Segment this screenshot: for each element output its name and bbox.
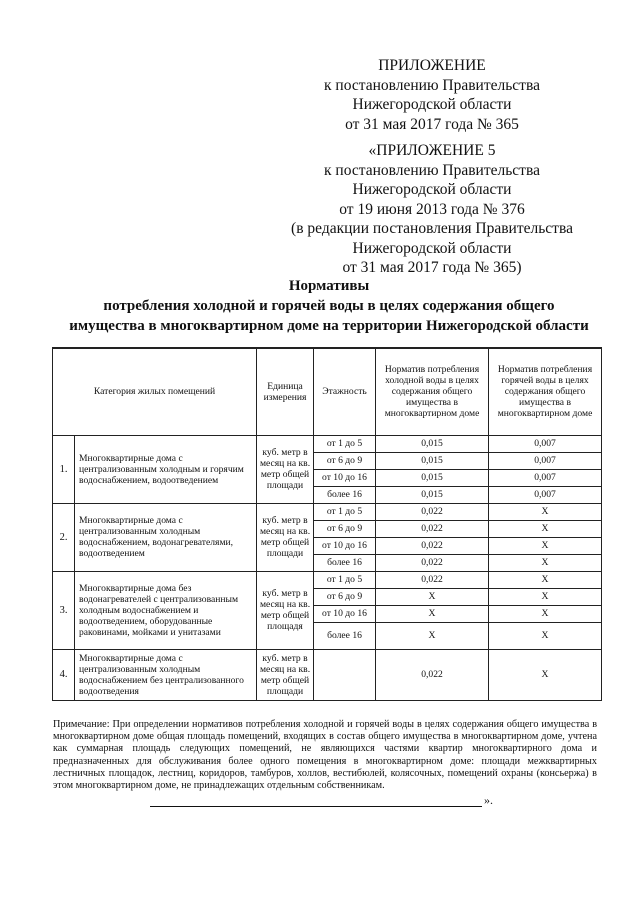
- cell-hot: X: [489, 503, 602, 520]
- cell-floors: более 16: [314, 622, 376, 649]
- cell-hot: X: [489, 571, 602, 588]
- cell-hot: X: [489, 605, 602, 622]
- cell-cold: 0,022: [376, 571, 489, 588]
- row-category: Многоквартирные дома с централизованным холодным и горячим водоснабжением, водоотведением: [75, 435, 257, 503]
- table-header-row: [53, 348, 602, 435]
- appendix5-line: от 19 июня 2013 года № 376: [339, 200, 525, 218]
- table-row: [53, 435, 602, 452]
- title-line: имущества в многоквартирном доме на территории Нижегородской области: [69, 318, 589, 334]
- appendix5-line: «ПРИЛОЖЕНИЕ 5: [368, 142, 496, 159]
- cell-cold: 0,022: [376, 537, 489, 554]
- row-category: Многоквартирные дома с централизованным холодным водоснабжением без централизованного водоотведения: [75, 649, 257, 700]
- table-row: [53, 571, 602, 588]
- appendix5-line: (в редакции постановления Правительства: [291, 220, 573, 237]
- appendix-line: Нижегородской области: [352, 96, 512, 113]
- appendix-line: ПРИЛОЖЕНИЕ: [378, 57, 486, 74]
- cell-cold: 0,022: [376, 503, 489, 520]
- row-number: 4.: [53, 649, 75, 700]
- header-category: Категория жилых помещений: [53, 348, 257, 435]
- cell-hot: 0,007: [489, 469, 602, 486]
- cell-floors: [314, 649, 376, 700]
- cell-cold: X: [376, 605, 489, 622]
- cell-hot: X: [489, 537, 602, 554]
- document-title: [40, 276, 618, 336]
- cell-floors: от 1 до 5: [314, 503, 376, 520]
- cell-floors: от 6 до 9: [314, 588, 376, 605]
- row-unit: куб. метр в месяц на кв. метр общей площади: [257, 649, 314, 700]
- footnote: [53, 719, 597, 792]
- row-number: 3.: [53, 571, 75, 649]
- appendix5-line: от 31 мая 2017 года № 365): [342, 259, 522, 276]
- header-hot: Норматив потребления горячей воды в целях содержания общего имущества в многоквартирном доме: [489, 348, 602, 435]
- row-number: 2.: [53, 503, 75, 571]
- cell-cold: 0,015: [376, 452, 489, 469]
- cell-floors: от 10 до 16: [314, 605, 376, 622]
- appendix-line: от 31 мая 2017 года № 365: [345, 115, 519, 133]
- appendix-line: к постановлению Правительства: [324, 76, 540, 94]
- title-line: потребления холодной и горячей воды в целях содержания общего: [103, 298, 555, 314]
- cell-floors: от 10 до 16: [314, 469, 376, 486]
- cell-floors: от 1 до 5: [314, 435, 376, 452]
- cell-hot: 0,007: [489, 452, 602, 469]
- appendix5-line: к постановлению Правительства: [324, 161, 540, 179]
- appendix5-header: [278, 141, 586, 278]
- appendix-header: [300, 56, 564, 134]
- cell-floors: от 10 до 16: [314, 537, 376, 554]
- cell-floors: более 16: [314, 554, 376, 571]
- row-unit: куб. метр в месяц на кв. метр общей площади: [257, 435, 314, 503]
- title-line: Нормативы: [288, 278, 370, 294]
- cell-cold: 0,015: [376, 486, 489, 503]
- cell-hot: X: [489, 588, 602, 605]
- table-row: [53, 503, 602, 520]
- cell-floors: более 16: [314, 486, 376, 503]
- cell-cold: 0,015: [376, 435, 489, 452]
- cell-hot: 0,007: [489, 486, 602, 503]
- cell-cold: 0,022: [376, 520, 489, 537]
- cell-hot: X: [489, 622, 602, 649]
- table-row: [53, 649, 602, 700]
- cell-cold: 0,022: [376, 649, 489, 700]
- cell-cold: X: [376, 588, 489, 605]
- cell-cold: 0,015: [376, 469, 489, 486]
- appendix5-line: Нижегородской области: [352, 239, 512, 257]
- cell-floors: от 6 до 9: [314, 520, 376, 537]
- row-category: Многоквартирные дома без водонагревателей с централизованным холодным водоснабжением и водоотведением, оборудованные раковинами, мойками и унитазами: [75, 571, 257, 649]
- cell-hot: X: [489, 649, 602, 700]
- row-unit: куб. метр в месяц на кв. метр общей площади: [257, 503, 314, 571]
- cell-floors: от 1 до 5: [314, 571, 376, 588]
- row-category: Многоквартирные дома с централизованным холодным водоснабжением, водонагревателями, водоотведением: [75, 503, 257, 571]
- cell-floors: от 6 до 9: [314, 452, 376, 469]
- header-floors: Этажность: [314, 348, 376, 435]
- cell-hot: 0,007: [489, 435, 602, 452]
- closing-quote: ».: [484, 793, 493, 807]
- cell-hot: X: [489, 520, 602, 537]
- appendix5-line: Нижегородской области: [352, 181, 512, 198]
- row-unit: куб. метр в месяц на кв. метр общей площадя: [257, 571, 314, 649]
- header-cold: Норматив потребления холодной воды в целях содержания общего имущества в многоквартирном доме: [376, 348, 489, 435]
- cell-cold: 0,022: [376, 554, 489, 571]
- header-unit: Единица измерения: [257, 348, 314, 435]
- cell-cold: X: [376, 622, 489, 649]
- footnote-text: Примечание: При определении нормативов потребления холодной и горячей воды в целях содержания общего имущества в многоквартирном доме общая площадь помещений, входящих в состав общего имущества в многоквартирном доме, учтена как суммарная площадь следующих помещений, не являющихся частями квартир многоквартирного дома и предназначенных для обслуживания более одного помещения в многоквартирном доме: площади межквартирных лестничных площадок, лестниц, коридоров, тамбуров, холлов, вестибюлей, колясочных, помещений охраны (консьержа) в этом многоквартирном доме, не принадлежащих отдельным собственникам.: [53, 719, 597, 792]
- norms-table: [52, 347, 602, 701]
- cell-hot: X: [489, 554, 602, 571]
- row-number: 1.: [53, 435, 75, 503]
- closing-line: [150, 795, 482, 807]
